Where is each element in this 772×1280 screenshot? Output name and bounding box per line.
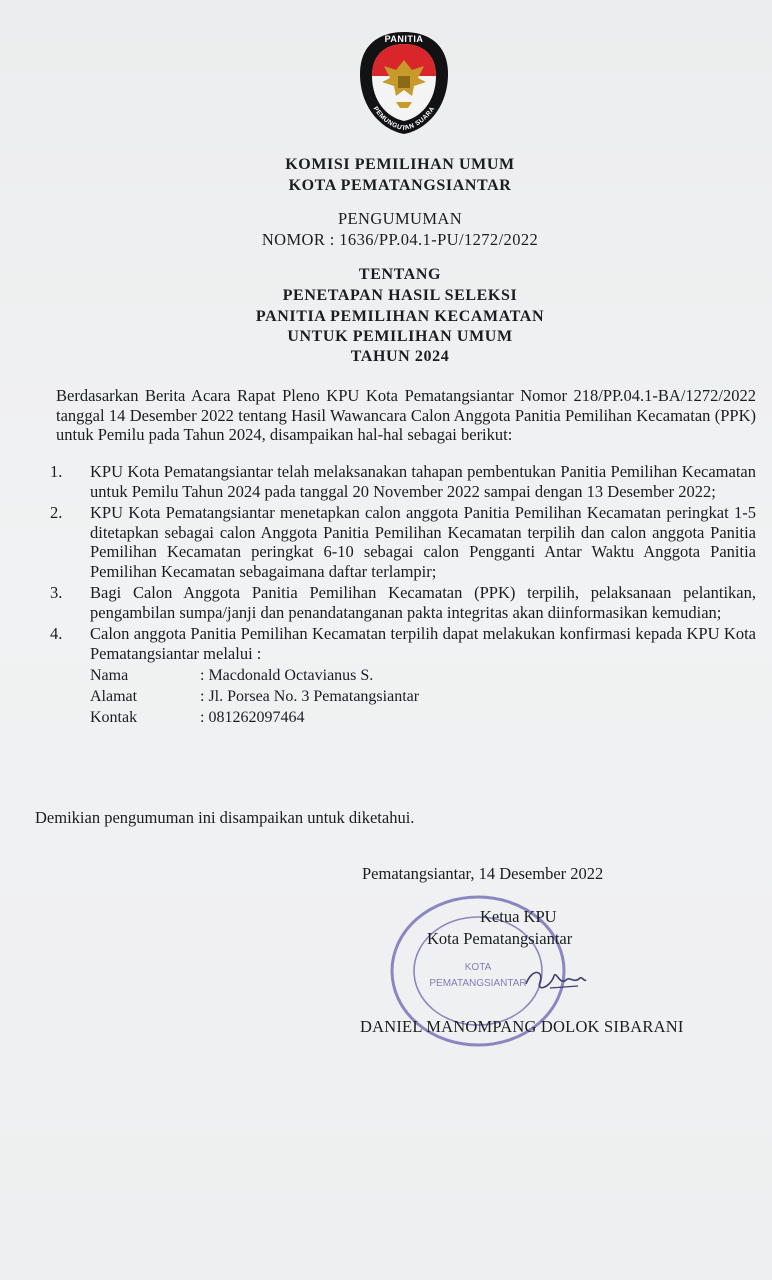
signatory-title-line1: Ketua KPU [480, 907, 557, 926]
contact-value: : Jl. Porsea No. 3 Pematangsiantar [200, 688, 420, 705]
list-item [32, 583, 756, 622]
subject-line-2: PENETAPAN HASIL SELEKSI [282, 287, 518, 304]
org-name-line2: KOTA PEMATANGSIANTAR [288, 177, 512, 194]
list-item [32, 503, 756, 581]
announcement-label: PENGUMUMAN [337, 209, 463, 228]
subject-line-5: TAHUN 2024 [350, 348, 450, 365]
place-date: Pematangsiantar, 14 Desember 2022 [362, 864, 604, 883]
signatory-title-line2: Kota Pematangsiantar [427, 929, 573, 948]
panitia-pemungutan-suara-logo [356, 30, 452, 136]
logo-ring-text: PEMUNGUTAN SUARA [371, 105, 437, 133]
list-item [32, 624, 756, 728]
contact-row [90, 707, 756, 728]
subject-line-4: UNTUK PEMILIHAN UMUM [287, 328, 513, 345]
list-item-number: 4. [50, 624, 63, 643]
list-item-text: Bagi Calon Anggota Panitia Pemilihan Kecamatan (PPK) terpilih, pelaksanaan pelantikan, pengambilan sumpa/janji dan penandatanganan pakta integritas akan diinformasikan kemudian; [90, 583, 756, 622]
signatory-name: DANIEL MANOMPANG DOLOK SIBARANI [360, 1017, 684, 1036]
list-item-number: 1. [50, 462, 63, 481]
announcement-number: NOMOR : 1636/PP.04.1-PU/1272/2022 [261, 230, 539, 249]
contact-value: : 081262097464 [200, 709, 305, 726]
stamp-text-line2: PEMATANGSIANTAR [429, 978, 527, 989]
list-item-text: KPU Kota Pematangsiantar menetapkan calon anggota Panitia Pemilihan Kecamatan peringkat 1-5 ditetapkan sebagai calon Anggota Panitia Pemilihan Kecamatan terpilih dan calon anggota Panitia Pemilihan Kecamatan peringkat 6-10 sebagai calon Pengganti Antar Waktu Anggota Panitia Pemilihan Kecamatan sebagaimana daftar terlampir; [90, 503, 756, 581]
stamp-text-line1: KOTA [464, 962, 492, 973]
list-item-text: KPU Kota Pematangsiantar telah melaksanakan tahapan pembentukan Panitia Pemilihan Kecamatan untuk Pemilu Tahun 2024 pada tanggal 20 November 2022 sampai dengan 13 Desember 2022; [90, 462, 756, 501]
closing-sentence: Demikian pengumuman ini disampaikan untuk diketahui. [35, 808, 415, 827]
list-item-text: Calon anggota Panitia Pemilihan Kecamatan terpilih dapat melakukan konfirmasi kepada KPU Kota Pematangsiantar melalui : [90, 624, 756, 663]
list-item [32, 462, 756, 501]
contact-block [90, 665, 756, 728]
intro-paragraph: Berdasarkan Berita Acara Rapat Pleno KPU Kota Pematangsiantar Nomor 218/PP.04.1-BA/1272/2022 tanggal 14 Desember 2022 tentang Hasil Wawancara Calon Anggota Panitia Pemilihan Kecamatan (PPK) untuk Pemilu pada Tahun 2024, disampaikan hal-hal sebagai berikut: [56, 386, 756, 444]
subject-line-1: TENTANG [358, 266, 442, 283]
contact-row [90, 665, 756, 686]
contact-row [90, 686, 756, 707]
contact-label: Kontak [90, 709, 138, 726]
points-list [32, 462, 756, 730]
contact-label: Alamat [90, 688, 138, 705]
list-item-number: 3. [50, 583, 63, 602]
subject-line-3: PANITIA PEMILIHAN KECAMATAN [255, 308, 545, 325]
logo-top-text: PANITIA [384, 34, 424, 44]
handwritten-signature [520, 962, 590, 998]
contact-label: Nama [90, 667, 129, 684]
org-name-line1: KOMISI PEMILIHAN UMUM [285, 156, 515, 173]
list-item-number: 2. [50, 503, 63, 522]
contact-value: : Macdonald Octavianus S. [200, 667, 374, 684]
